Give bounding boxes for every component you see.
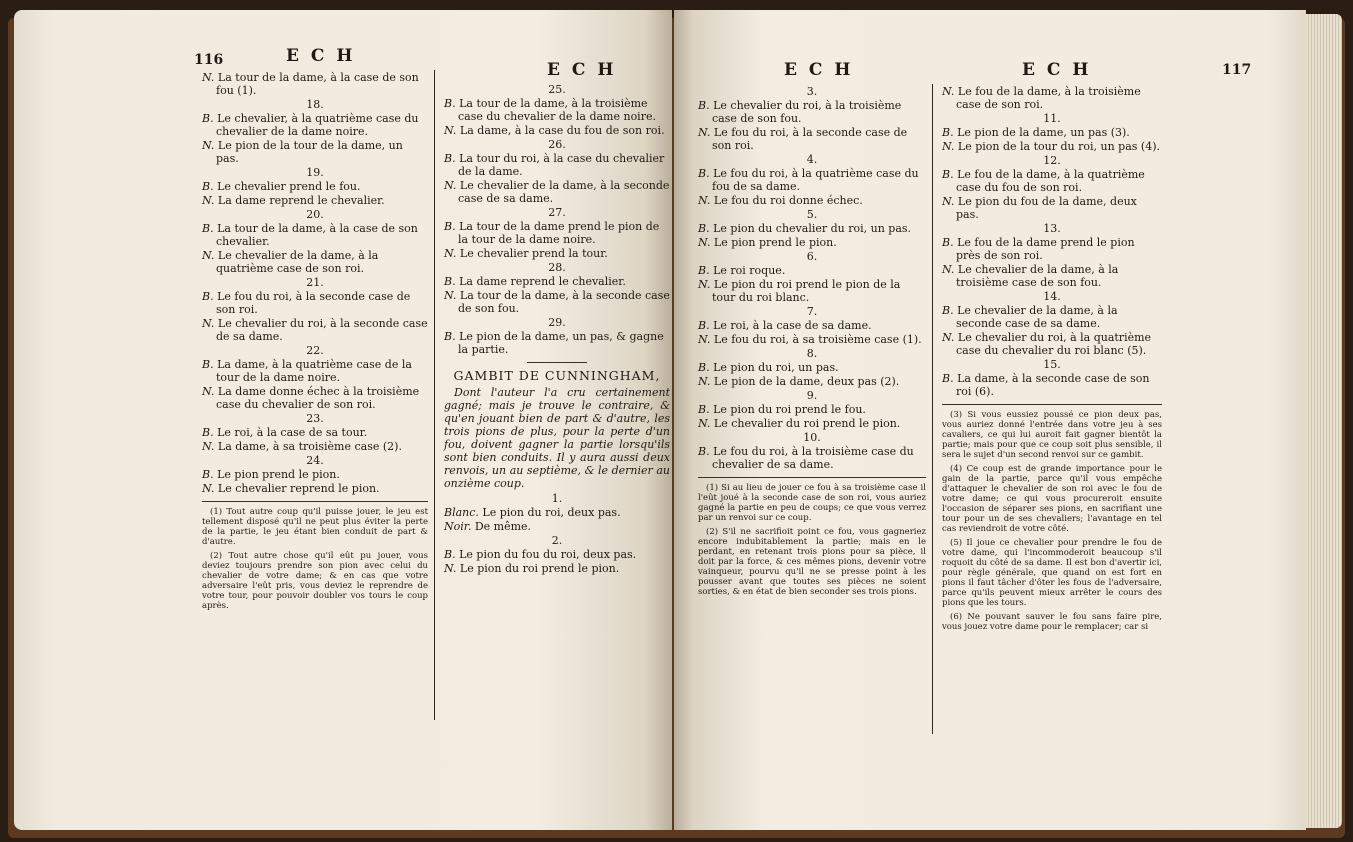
- move-text: Le fou de la dame, à la troisième case de son roi.: [956, 85, 1141, 111]
- move-number: 2.: [551, 534, 563, 547]
- move-number: 14.: [1043, 290, 1061, 303]
- left-page: [14, 10, 672, 830]
- footnote-rule: [942, 404, 1162, 405]
- speaker-label: B.: [698, 222, 710, 235]
- speaker-label: N.: [698, 194, 711, 207]
- speaker-label: N.: [202, 249, 215, 262]
- move-text: La dame donne échec à la troisième case du chevalier de son roi.: [216, 385, 420, 411]
- footnote: (5) Il joue ce chevalier pour prendre le fou de votre dame, qui l'incommoderoit beaucoup s'il roquoit du côté de sa dame. Il est bon d'avertir ici, pour règle générale, que quand on est fort en pions il faut tâcher d'ôter les fous de l'adversaire, parce qu'ils peuvent mieux arrêter le cours des pions que les tours.: [942, 538, 1162, 608]
- right-page: [674, 10, 1306, 830]
- move-text: Le fou de la dame prend le pion près de son roi.: [956, 236, 1135, 262]
- right-column-2: [942, 84, 1162, 636]
- move-entry: [942, 372, 1162, 398]
- move-entry: [202, 112, 428, 138]
- page-edges: [1306, 14, 1342, 828]
- left-column-2: [444, 82, 670, 576]
- move-text: Le pion du fou de la dame, deux pas.: [956, 195, 1137, 221]
- move-entry: [444, 562, 670, 575]
- speaker-label: N.: [444, 179, 457, 192]
- footnote: (6) Ne pouvant sauver le fou sans faire pire, vous jouez votre dame pour le remplacer; car si: [942, 612, 1162, 632]
- move-entry: [942, 168, 1162, 194]
- page-number-right: 117: [1222, 62, 1252, 78]
- intro-paragraph: Dont l'auteur l'a cru certainement gagné; mais je trouve le contraire, & qu'en jouant bien de part & d'autre, les trois pions de plus, pour la perte d'un fou, doivent gagner la partie lorsqu'ils sont bien conduits. Il y aura aussi deux renvois, un au septième, & le dernier au onzième coup.: [444, 386, 670, 490]
- move-number: 18.: [306, 98, 324, 111]
- speaker-label: B.: [202, 290, 214, 303]
- footnote: (3) Si vous eussiez poussé ce pion deux pas, vous auriez donné l'entrée dans votre jeu à ses cavaliers, ce qui lui auroit fait gagner bientôt la partie; mais pour que ce coup soit plus sensible, il sera le sujet d'un second renvoi sur ce gambit.: [942, 410, 1162, 460]
- move-text: Le pion de la tour du roi, un pas (4).: [957, 140, 1160, 153]
- move-text: La tour de la dame, à la case de son fou (1).: [216, 71, 419, 97]
- move-entry: [202, 194, 428, 207]
- move-entry: [942, 331, 1162, 357]
- speaker-label: N.: [444, 289, 457, 302]
- move-text: La tour de la dame, à la case de son chevalier.: [216, 222, 418, 248]
- move-entry: [942, 195, 1162, 221]
- running-header-right: E C H: [1022, 60, 1092, 80]
- move-entry: [942, 263, 1162, 289]
- move-entry: [202, 180, 428, 193]
- move-entry: [698, 361, 926, 374]
- speaker-label: N.: [942, 195, 955, 208]
- move-text: Le fou du roi, à sa troisième case (1).: [713, 333, 922, 346]
- move-number: 12.: [1043, 154, 1061, 167]
- move-text: Le chevalier prend le fou.: [217, 180, 361, 193]
- running-header-right-col1: E C H: [784, 60, 854, 80]
- footnote: (4) Ce coup est de grande importance pour le gain de la partie, parce qu'il vous empêche d'attaquer le chevalier de son roi avec le fou de votre dame; ce qui vous procureroit ensuite l'occasion de séparer ses pions, en sacrifiant une tour pour un de ses chevaliers; l'avantage en tel cas reviendroit de votre côté.: [942, 464, 1162, 534]
- move-text: Le pion du chevalier du roi, un pas.: [713, 222, 912, 235]
- move-entry: [942, 85, 1162, 111]
- move-entry: [202, 290, 428, 316]
- speaker-label: B.: [942, 126, 954, 139]
- move-entry: [942, 304, 1162, 330]
- speaker-label: B.: [444, 97, 456, 110]
- footnote-rule: [698, 477, 926, 478]
- speaker-label: B.: [942, 236, 954, 249]
- move-text: Le chevalier du roi, à la quatrième case du chevalier du roi blanc (5).: [956, 331, 1152, 357]
- speaker-label: N.: [202, 194, 215, 207]
- move-entry: [444, 548, 670, 561]
- move-text: Le pion du roi prend le pion.: [459, 562, 620, 575]
- move-number: 9.: [806, 389, 818, 402]
- speaker-label: B.: [444, 220, 456, 233]
- move-entry: [202, 482, 428, 495]
- move-text: Le fou du roi donne échec.: [713, 194, 863, 207]
- speaker-label: B.: [202, 112, 214, 125]
- move-entry: [202, 71, 428, 97]
- footnote-rule: [202, 501, 428, 502]
- move-number: 24.: [306, 454, 324, 467]
- move-entry: [444, 330, 670, 356]
- move-entry: [444, 179, 670, 205]
- move-text: Le chevalier du roi, à la seconde case de sa dame.: [216, 317, 428, 343]
- speaker-label: N.: [202, 440, 215, 453]
- move-entry: [698, 99, 926, 125]
- move-number: 10.: [803, 431, 821, 444]
- footnote: (2) Tout autre chose qu'il eût pu jouer, vous deviez toujours prendre son pion avec celui du chevalier de votre dame; & en cas que votre adversaire l'eût pris, vous deviez le reprendre de votre tour, pour pouvoir doubler vos tours le coup après.: [202, 551, 428, 611]
- move-entry: [202, 249, 428, 275]
- speaker-label: B.: [942, 372, 954, 385]
- speaker-label: N.: [444, 247, 457, 260]
- speaker-label: N.: [202, 139, 215, 152]
- move-number: 8.: [806, 347, 818, 360]
- move-text: La dame, à la seconde case de son roi (6).: [956, 372, 1150, 398]
- move-number: 7.: [806, 305, 818, 318]
- speaker-label: N.: [698, 333, 711, 346]
- move-entry: [698, 264, 926, 277]
- move-entry: [202, 222, 428, 248]
- speaker-label: B.: [698, 361, 710, 374]
- move-text: Le roi, à la case de sa dame.: [713, 319, 872, 332]
- speaker-label: B.: [202, 222, 214, 235]
- move-number: 26.: [548, 138, 566, 151]
- section-title: GAMBIT DE CUNNINGHAM,: [453, 368, 661, 383]
- move-entry: [202, 139, 428, 165]
- left-column-1: [202, 70, 428, 615]
- move-text: La tour de la dame, à la seconde case de son fou.: [458, 289, 670, 315]
- move-entry: [444, 289, 670, 315]
- speaker-label: N.: [942, 85, 955, 98]
- speaker-label: B.: [698, 264, 710, 277]
- speaker-label: N.: [202, 482, 215, 495]
- move-entry: [202, 468, 428, 481]
- column-rule: [932, 84, 933, 734]
- column-rule: [434, 70, 435, 720]
- move-number: 19.: [306, 166, 324, 179]
- speaker-label: B.: [942, 304, 954, 317]
- speaker-label: B.: [202, 180, 214, 193]
- move-entry: [698, 375, 926, 388]
- move-text: Le fou du roi, à la troisième case du chevalier de sa dame.: [712, 445, 914, 471]
- move-entry: [698, 417, 926, 430]
- speaker-label: B.: [202, 426, 214, 439]
- speaker-label: N.: [698, 126, 711, 139]
- move-number: 5.: [806, 208, 818, 221]
- move-number: 6.: [806, 250, 818, 263]
- speaker-label: B.: [698, 403, 710, 416]
- footnote: (1) Si au lieu de jouer ce fou à sa troisième case il l'eût joué à la seconde case de son roi, vous auriez gagné la partie en peu de coups; ce que vous verrez par un renvoi sur ce coup.: [698, 483, 926, 523]
- speaker-label: B.: [698, 445, 710, 458]
- move-text: Le fou du roi, à la seconde case de son roi.: [712, 126, 908, 152]
- move-number: 28.: [548, 261, 566, 274]
- move-text: Le fou du roi, à la quatrième case du fou de sa dame.: [712, 167, 919, 193]
- move-entry: [942, 236, 1162, 262]
- speaker-label: B.: [942, 168, 954, 181]
- speaker-label: N.: [698, 278, 711, 291]
- move-text: La dame reprend le chevalier.: [217, 194, 385, 207]
- move-entry: [698, 126, 926, 152]
- running-header-left-col2: E C H: [547, 60, 617, 80]
- move-text: La tour de la dame prend le pion de la tour de la dame noire.: [458, 220, 660, 246]
- speaker-label: B.: [698, 319, 710, 332]
- move-number: 4.: [806, 153, 818, 166]
- move-entry: [444, 220, 670, 246]
- speaker-label: N.: [942, 331, 955, 344]
- move-text: De même.: [474, 520, 532, 533]
- move-number: 25.: [548, 83, 566, 96]
- move-entry: [942, 140, 1162, 153]
- move-entry: [942, 126, 1162, 139]
- move-entry: [444, 247, 670, 260]
- move-text: Le chevalier, à la quatrième case du chevalier de la dame noire.: [216, 112, 419, 138]
- move-text: Le fou de la dame, à la quatrième case du fou de son roi.: [956, 168, 1145, 194]
- move-text: Le pion du roi, deux pas.: [482, 506, 621, 519]
- move-text: Le pion du roi prend le pion de la tour du roi blanc.: [712, 278, 901, 304]
- speaker-label: N.: [444, 562, 457, 575]
- speaker-label: N.: [444, 124, 457, 137]
- footnote: (2) S'il ne sacrifioit point ce fou, vous gagneriez encore indubitablement la partie; mais en le perdant, en retenant trois pions pour sa pièce, il doit par la force, & ces mêmes pions, devenir votre vainqueur, pourvu qu'il ne se presse point à les pousser avant que toutes ses pièces ne soient sorties, & en état de bien seconder ses trois pions.: [698, 527, 926, 597]
- move-entry: [444, 124, 670, 137]
- move-entry: [698, 194, 926, 207]
- speaker-label: N.: [942, 263, 955, 276]
- move-entry: [202, 426, 428, 439]
- speaker-label: N.: [202, 385, 215, 398]
- move-text: La dame, à sa troisième case (2).: [217, 440, 402, 453]
- speaker-label: B.: [444, 548, 456, 561]
- move-text: Le pion du fou du roi, deux pas.: [459, 548, 637, 561]
- move-entry: [202, 317, 428, 343]
- move-entry: [444, 275, 670, 288]
- move-text: Le chevalier de la dame, à la seconde case de sa dame.: [458, 179, 670, 205]
- move-text: La dame, à la case du fou de son roi.: [459, 124, 665, 137]
- move-entry: [698, 333, 926, 346]
- move-entry: [202, 358, 428, 384]
- move-number: 21.: [306, 276, 324, 289]
- move-number: 3.: [806, 85, 818, 98]
- speaker-label: N.: [202, 71, 215, 84]
- move-text: Le chevalier prend la tour.: [459, 247, 608, 260]
- move-number: 23.: [306, 412, 324, 425]
- move-text: La dame, à la quatrième case de la tour de la dame noire.: [216, 358, 412, 384]
- move-number: 29.: [548, 316, 566, 329]
- move-text: Le chevalier de la dame, à la quatrième case de son roi.: [216, 249, 379, 275]
- speaker-label: B.: [444, 275, 456, 288]
- speaker-label: N.: [698, 417, 711, 430]
- move-number: 15.: [1043, 358, 1061, 371]
- move-number: 22.: [306, 344, 324, 357]
- move-entry: [202, 440, 428, 453]
- move-number: 1.: [551, 492, 563, 505]
- move-text: Le pion de la dame, deux pas (2).: [713, 375, 900, 388]
- move-text: La tour du roi, à la case du chevalier de la dame.: [458, 152, 665, 178]
- footnote: (1) Tout autre coup qu'il puisse jouer, le jeu est tellement disposé qu'il ne peut plus éviter la perte de la partie, le jeu étant bien conduit de part & d'autre.: [202, 507, 428, 547]
- speaker-label: B.: [698, 99, 710, 112]
- speaker-label: N.: [942, 140, 955, 153]
- move-entry: [444, 152, 670, 178]
- move-text: Le pion de la dame, un pas (3).: [957, 126, 1130, 139]
- running-header-left: E C H: [286, 46, 356, 66]
- speaker-label: B.: [202, 468, 214, 481]
- speaker-label: Noir.: [444, 520, 472, 533]
- move-entry: [444, 520, 670, 533]
- speaker-label: B.: [444, 330, 456, 343]
- page-number-left: 116: [194, 52, 224, 68]
- move-entry: [698, 167, 926, 193]
- move-text: Le chevalier de la dame, à la troisième case de son fou.: [956, 263, 1119, 289]
- move-text: Le chevalier du roi, à la troisième case de son fou.: [712, 99, 902, 125]
- move-entry: [698, 403, 926, 416]
- move-text: Le chevalier de la dame, à la seconde case de sa dame.: [956, 304, 1118, 330]
- move-entry: [698, 236, 926, 249]
- move-text: Le pion prend le pion.: [217, 468, 340, 481]
- move-text: Le pion du roi prend le fou.: [713, 403, 866, 416]
- speaker-label: N.: [698, 375, 711, 388]
- move-number: 11.: [1043, 112, 1061, 125]
- move-entry: [444, 97, 670, 123]
- speaker-label: B.: [202, 358, 214, 371]
- move-text: Le pion du roi, un pas.: [713, 361, 839, 374]
- move-text: Le chevalier reprend le pion.: [217, 482, 380, 495]
- speaker-label: B.: [698, 167, 710, 180]
- move-text: Le fou du roi, à la seconde case de son roi.: [216, 290, 411, 316]
- move-text: Le pion de la tour de la dame, un pas.: [216, 139, 403, 165]
- right-column-1: [698, 84, 926, 601]
- move-text: La dame reprend le chevalier.: [459, 275, 626, 288]
- speaker-label: N.: [698, 236, 711, 249]
- move-entry: [698, 222, 926, 235]
- move-text: Le chevalier du roi prend le pion.: [713, 417, 901, 430]
- speaker-label: Blanc.: [444, 506, 479, 519]
- move-entry: [698, 445, 926, 471]
- move-entry: [698, 319, 926, 332]
- move-number: 20.: [306, 208, 324, 221]
- move-text: Le pion prend le pion.: [713, 236, 837, 249]
- move-entry: [698, 278, 926, 304]
- move-text: La tour de la dame, à la troisième case du chevalier de la dame noire.: [458, 97, 656, 123]
- move-number: 27.: [548, 206, 566, 219]
- move-text: Le pion de la dame, un pas, & gagne la partie.: [458, 330, 664, 356]
- move-number: 13.: [1043, 222, 1061, 235]
- move-entry: [444, 506, 670, 519]
- move-text: Le roi roque.: [713, 264, 786, 277]
- speaker-label: B.: [444, 152, 456, 165]
- move-text: Le roi, à la case de sa tour.: [217, 426, 368, 439]
- move-entry: [202, 385, 428, 411]
- speaker-label: N.: [202, 317, 215, 330]
